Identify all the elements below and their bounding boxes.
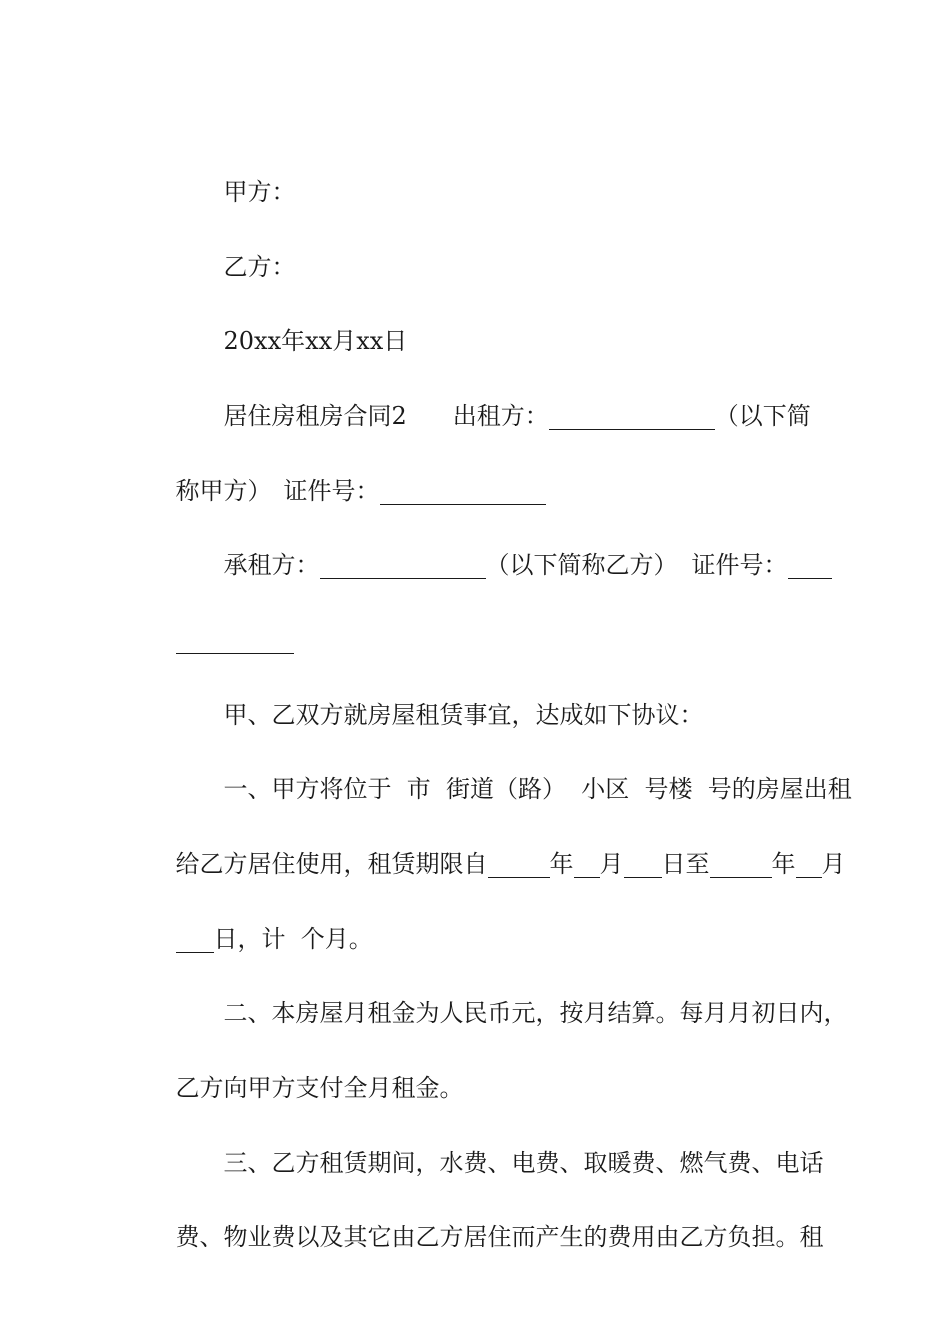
clause3-line1: [193, 1103, 824, 1177]
lessor-abbr: 称甲方）: [175, 477, 272, 505]
month-label-1: 月: [599, 850, 624, 878]
lessee-id-blank-end: [176, 623, 294, 654]
lessee-id-continuation: [145, 580, 815, 620]
year-label-1: 年: [549, 850, 574, 878]
clause1-text-3: 日，计 个月。: [213, 925, 373, 953]
start-day-blank: [624, 847, 662, 878]
contract-title: 居住房租房合同2: [223, 402, 407, 430]
party-a-line: [193, 132, 815, 206]
clause2-text-1: 二、本房屋月租金为人民币元，按月结算。每月月初日内，: [223, 999, 848, 1027]
party-b-line: [193, 207, 815, 281]
lessee-blank: [320, 548, 486, 579]
clause1-line2: [145, 804, 846, 878]
end-day-blank: [176, 922, 214, 953]
lessor-id-line: [145, 431, 815, 505]
lessor-label: 出租方：: [452, 402, 549, 430]
clause2-line2: [145, 1028, 815, 1102]
clause2-text-2: 乙方向甲方支付全月租金。: [175, 1074, 464, 1102]
lessee-label: 承租方：: [223, 551, 320, 579]
clause1-line1: [193, 729, 852, 803]
clause2-line1: [193, 953, 848, 1027]
clause3-text-1: 三、乙方租赁期间，水费、电费、取暖费、燃气费、电话: [223, 1149, 824, 1177]
agreement-intro: 甲、乙双方就房屋租赁事宜，达成如下协议：: [223, 701, 704, 729]
clause1-text-1: 一、甲方将位于 市 街道（路） 小区 号楼 号的房屋出租: [223, 775, 852, 803]
agreement-intro-line: [193, 655, 815, 729]
lessee-suffix: （以下简称乙方）: [485, 551, 678, 579]
clause1-line3: [145, 879, 815, 953]
party-a-label: 甲方：: [223, 178, 296, 206]
year-label-2: 年: [771, 850, 796, 878]
id-label-1: 证件号：: [283, 477, 380, 505]
start-month-blank: [574, 847, 600, 878]
lessor-blank: [549, 399, 715, 430]
lessee-line: [193, 505, 815, 579]
id-label-2: 证件号：: [691, 551, 788, 579]
clause3-text-2: 费、物业费以及其它由乙方居住而产生的费用由乙方负担。租: [175, 1223, 824, 1251]
end-month-blank: [796, 847, 822, 878]
lessee-id-blank-start: [788, 548, 832, 579]
start-year-blank: [488, 847, 550, 878]
lessor-suffix: （以下简: [714, 402, 811, 430]
lessor-id-blank: [380, 474, 546, 505]
date-line: [193, 281, 815, 355]
clause3-line2: [145, 1177, 824, 1251]
day-to-label: 日至: [661, 850, 710, 878]
date-text: 20xx年xx月xx日: [223, 327, 408, 355]
contract-title-line: [193, 356, 815, 430]
clause1-text-2: 给乙方居住使用，租赁期限自: [175, 850, 488, 878]
month-label-2: 月: [821, 850, 846, 878]
party-b-label: 乙方：: [223, 253, 296, 281]
end-year-blank: [710, 847, 772, 878]
